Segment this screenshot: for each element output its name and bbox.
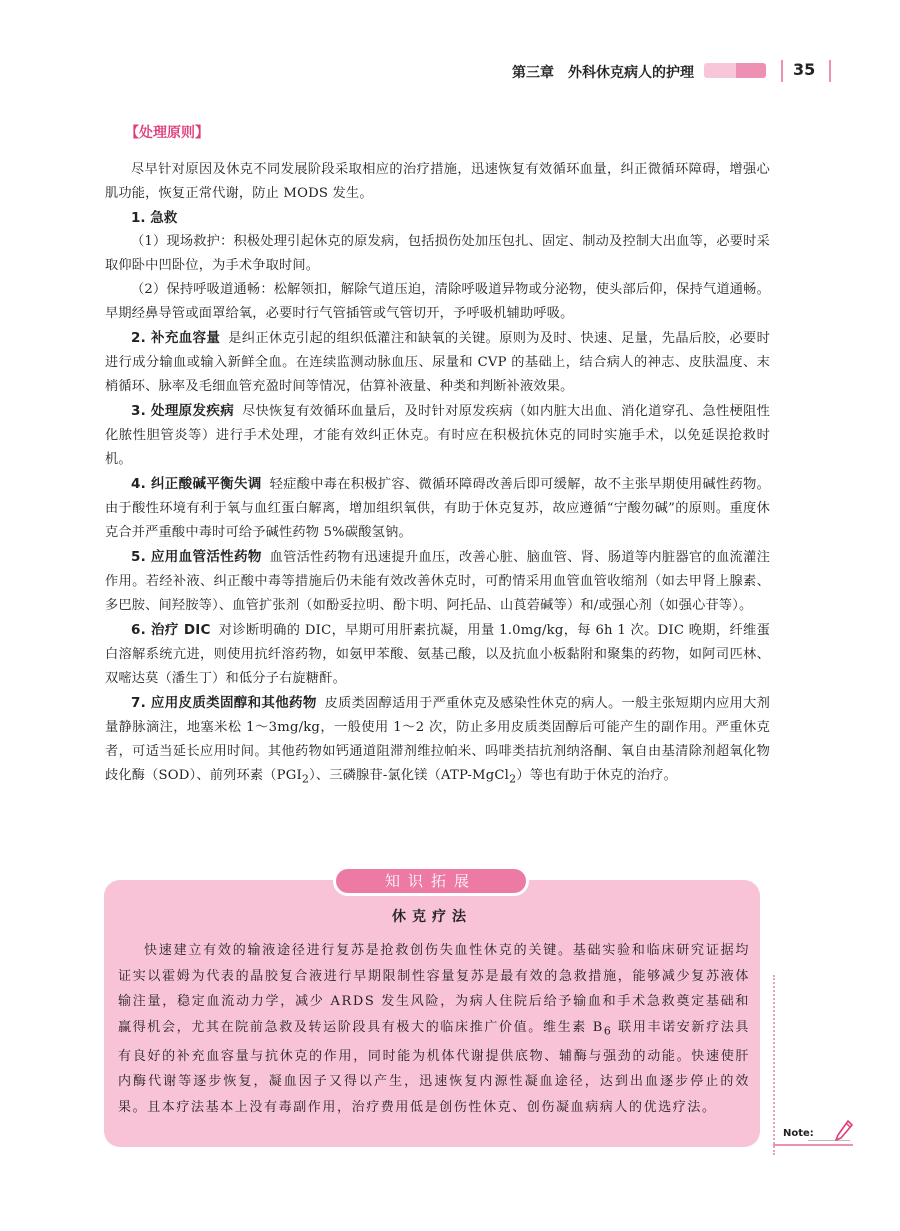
item6-paragraph bbox=[105, 618, 770, 691]
item7-heading: 7. 应用皮质类固醇和其他药物 bbox=[131, 695, 317, 711]
chapter-title: 第三章 外科休克病人的护理 bbox=[512, 65, 694, 81]
item3-text: 尽快恢复有效循环血量后，及时针对原发疾病（如内脏大出血、消化道穿孔、急性梗阻性化脓性胆管炎等）进行手术处理，才能有效纠正休克。有时应在积极抗休克的同时实施手术，以免延误抢救时机。 bbox=[105, 404, 770, 467]
item5-text: 血管活性药物有迅速提升血压，改善心脏、脑血管、肾、肠道等内脏器官的血流灌注作用。若经补液、纠正酸中毒等措施后仍未能有效改善休克时，可酌情采用血管血管收缩剂（如去甲肾上腺素、多巴胺、间羟胺等）、血管扩张剂（如酚妥拉明、酚卞明、阿托品、山莨菪碱等）和/或强心剂（如强心苷等）。 bbox=[105, 550, 770, 613]
page-header bbox=[0, 58, 900, 88]
margin-dotted-line bbox=[773, 975, 775, 1155]
item7-paragraph bbox=[105, 691, 770, 792]
section-title: 【处理原则】 bbox=[125, 125, 209, 141]
item5-heading: 5. 应用血管活性药物 bbox=[131, 549, 262, 565]
header-bar-light bbox=[704, 63, 736, 78]
knowledge-text-a: 快速建立有效的输液途径进行复苏是抢救创伤失血性休克的关键。基础实验和临床研究证据均证实以霍姆为代表的晶胶复合液进行早期限制性容量复苏是最有效的急救措施，能够减少复苏液体输注量，稳定血流动力学，减少 ARDS 发生风险，为病人住院后给予输血和手术急救奠定基础和赢得机会，尤其在院前急救及转运阶段具有极大的临床推广价值。维生素 B bbox=[118, 943, 750, 1035]
item1-2-paragraph: （2）保持呼吸道通畅：松解领扣，解除气道压迫，清除呼吸道异物或分泌物，使头部后仰，保持气道通畅。早期经鼻导管或面罩给氧，必要时行气管插管或气管切开，予呼吸机辅助呼吸。 bbox=[105, 282, 770, 321]
header-divider-right bbox=[829, 60, 831, 82]
header-bar-dark bbox=[736, 63, 766, 78]
item2-paragraph bbox=[105, 326, 770, 399]
item7-sub-b: 2 bbox=[509, 772, 517, 786]
item5-paragraph bbox=[105, 545, 770, 618]
item4-text: 轻症酸中毒在积极扩容、微循环障碍改善后即可缓解，故不主张早期使用碱性药物。由于酸性环境有利于氧与血红蛋白解离，增加组织氧供，有助于休克复苏，故应遵循“宁酸勿碱”的原则。重度休克合并严重酸中毒时可给予碱性药物 5%碳酸氢钠。 bbox=[105, 477, 770, 540]
page-number: 35 bbox=[793, 60, 816, 79]
main-content bbox=[105, 122, 770, 792]
intro-paragraph: 尽早针对原因及休克不同发展阶段采取相应的治疗措施，迅速恢复有效循环血量，纠正微循环障碍，增强心肌功能，恢复正常代谢，防止 MODS 发生。 bbox=[105, 162, 770, 201]
knowledge-title: 休克疗法 bbox=[392, 909, 472, 925]
item7-text-b: ）、三磷腺苷-氯化镁（ATP-MgCl bbox=[309, 768, 510, 783]
item4-paragraph bbox=[105, 472, 770, 545]
knowledge-body bbox=[118, 938, 750, 1120]
item2-text: 是纠正休克引起的组织低灌注和缺氧的关键。原则为及时、快速、足量，先晶后胶，必要时进行成分输血或输入新鲜全血。在连续监测动脉血压、尿量和 CVP 的基础上，结合病人的神志、皮肤温度、末梢循环、脉率及毛细血管充盈时间等情况，估算补液量、种类和判断补液效果。 bbox=[105, 331, 770, 394]
note-label: Note: bbox=[783, 1128, 814, 1139]
knowledge-sub: 6 bbox=[603, 1024, 613, 1038]
item6-text: 对诊断明确的 DIC，早期可用肝素抗凝，用量 1.0mg/kg，每 6h 1 次。DIC 晚期，纤维蛋白溶解系统亢进，则使用抗纤溶药物，如氨甲苯酸、氨基己酸，以及抗血小板黏附和聚集的药物，如阿司匹林、双嘧达莫（潘生丁）和低分子右旋糖酐。 bbox=[105, 623, 771, 686]
item3-heading: 3. 处理原发疾病 bbox=[131, 403, 235, 419]
item7-text-c: ）等也有助于休克的治疗。 bbox=[516, 768, 677, 783]
item7-sub-a: 2 bbox=[301, 772, 310, 786]
item6-heading: 6. 治疗 DIC bbox=[131, 622, 211, 638]
item3-paragraph bbox=[105, 399, 770, 472]
note-underline bbox=[773, 1144, 853, 1146]
item1-1-paragraph: （1）现场救护：积极处理引起休克的原发病，包括损伤处加压包扎、固定、制动及控制大出血等，必要时采取仰卧中凹卧位，为手术争取时间。 bbox=[105, 234, 770, 273]
item2-heading: 2. 补充血容量 bbox=[131, 330, 221, 346]
knowledge-text-b: 联用丰诺安新疗法具有良好的补充血容量与抗休克的作用，同时能为机体代谢提供底物、辅酶与强劲的动能。快速使肝内酶代谢等逐步恢复，凝血因子又得以产生，迅速恢复内源性凝血途径，达到出血逐步停止的效果。且本疗法基本上没有毒副作用，治疗费用低是创伤性休克、创伤凝血病病人的优选疗法。 bbox=[118, 1019, 750, 1115]
header-divider bbox=[781, 60, 783, 82]
item1-heading: 1. 急救 bbox=[131, 210, 178, 226]
pen-icon bbox=[835, 1120, 853, 1142]
knowledge-tag: 知识拓展 bbox=[333, 866, 529, 896]
item4-heading: 4. 纠正酸碱平衡失调 bbox=[131, 476, 262, 492]
item7-text-a: 皮质类固醇适用于严重休克及感染性休克的病人。一般主张短期内应用大剂量静脉滴注，地塞米松 1～3mg/kg，一般使用 1～2 次，防止多用皮质类固醇后可能产生的副作用。严重休克者，可适当延长应用时间。其他药物如钙通道阻滞剂维拉帕米、吗啡类拮抗剂纳洛酮、氧自由基清除剂超氧化物歧化酶（SOD）、前列环素（PGI bbox=[105, 696, 770, 783]
